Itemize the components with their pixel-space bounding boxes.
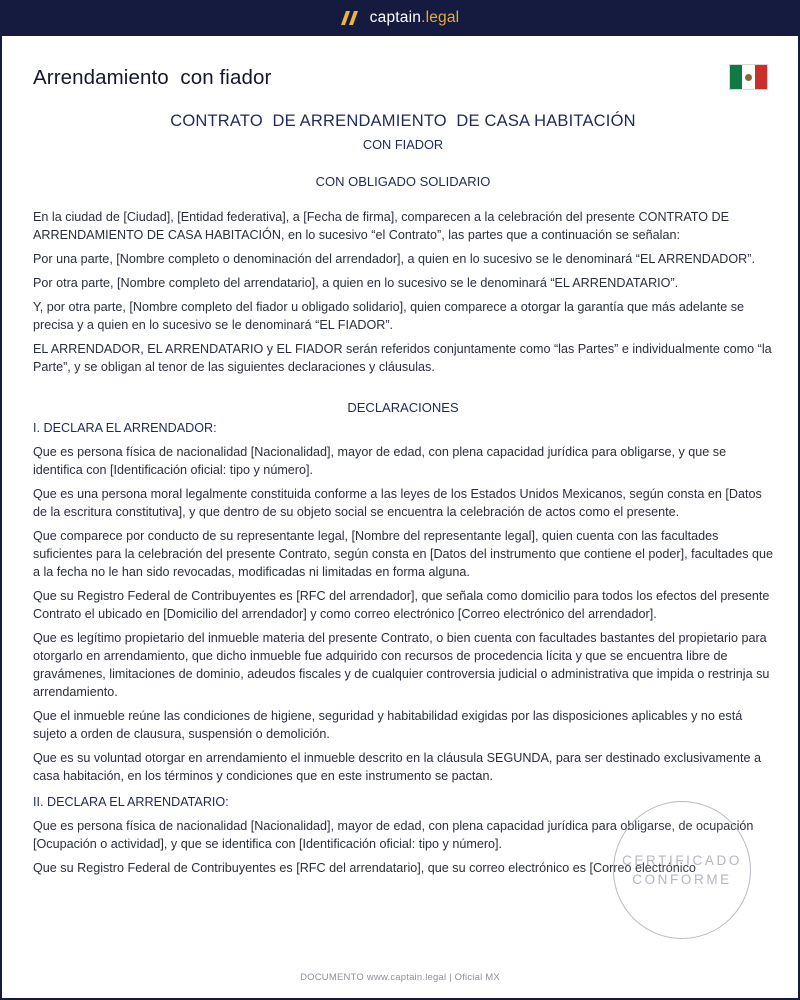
declarations-heading: DECLARACIONES (347, 400, 459, 415)
contract-subtitle-obligado: CON OBLIGADO SOLIDARIO (315, 174, 491, 189)
intro-paragraph: Y, por otra parte, [Nombre completo del fiador u obligado solidario], quien comparece a otorgar la garantía que más adelante se precisa y a quien en lo sucesivo se le denominará “EL FIADOR”. (33, 300, 745, 332)
certified-stamp (613, 801, 751, 939)
intro-paragraph: Por otra parte, [Nombre completo del arrendatario], a quien en lo sucesivo se le denominará “EL ARRENDATARIO”. (33, 276, 679, 290)
intro-paragraph: En la ciudad de [Ciudad], [Entidad federativa], a [Fecha de firma], comparecen a la celebración del presente CONTRATO DE ARRENDAMIENTO DE CASA HABITACIÓN, en lo sucesivo “el Contrato”, las partes que a continuación se señalan: (33, 210, 730, 242)
declaration-paragraph: Que es su voluntad otorgar en arrendamiento el inmueble descrito en la cláusula SEGUNDA, para ser destinado exclusivamente a casa habitación, en los términos y condiciones que en este instrumento se pactan. (33, 751, 762, 783)
contract-title: CONTRATO DE ARRENDAMIENTO DE CASA HABITACIÓN (170, 112, 636, 130)
declaration-paragraph: Que es legítimo propietario del inmueble materia del presente Contrato, o bien cuenta con facultades bastantes del propietario para otorgarlo en arrendamiento, que dicho inmueble fue adquirido con recursos de procedencia lícita y que se encuentra libre de gravámenes, limitaciones de dominio, adeudos fiscales y de cualquier controversia judicial o administrativa que impida o restrinja su arrendamiento. (33, 631, 770, 699)
page-footer: DOCUMENTO www.captain.legal | Oficial MX (300, 972, 500, 983)
declaration-paragraph: Que comparece por conducto de su representante legal, [Nombre del representante legal], quien cuenta con las facultades suficientes para la celebración del presente Contrato, según consta en [Datos del instrumento que contiene el poder], facultades que a la fecha no le han sido revocadas, modificadas ni limitadas en forma alguna. (33, 529, 773, 579)
section-heading-arrendatario: II. DECLARA EL ARRENDATARIO: (33, 795, 229, 809)
double-slash-logo-icon (341, 10, 361, 26)
stamp-line-2: CONFORME (632, 872, 732, 887)
declaration-paragraph: Que es persona física de nacionalidad [Nacionalidad], mayor de edad, con plena capacidad jurídica para obligarse, y que se identifica con [Identificación oficial: tipo y número]. (33, 445, 727, 477)
intro-paragraph: Por una parte, [Nombre completo o denominación del arrendador], a quien en lo sucesivo se le denominará “EL ARRENDADOR”. (33, 252, 755, 266)
brand-name-main: captain (369, 9, 422, 26)
document-page (0, 36, 800, 1000)
section-heading-arrendador: I. DECLARA EL ARRENDADOR: (33, 421, 217, 435)
declaration-paragraph: Que es una persona moral legalmente constituida conforme a las leyes de los Estados Unidos Mexicanos, según consta en [Datos de la escritura constitutiva], y que dentro de su objeto social se encuentra la celebración de actos como el presente. (33, 487, 762, 519)
declaration-paragraph: Que es persona física de nacionalidad [Nacionalidad], mayor de edad, con plena capacidad jurídica para obligarse, de ocupación [Ocupación o actividad], y que se identifica con [Identificación oficial: tipo y número]. (33, 819, 754, 851)
contract-body (33, 110, 773, 877)
brand-logo[interactable] (341, 9, 460, 27)
declaration-paragraph: Que su Registro Federal de Contribuyentes es [RFC del arrendador], que señala como domicilio para todos los efectos del presente Contrato el ubicado en [Domicilio del arrendador] y como correo electrónico [Correo electrónico del arrendador]. (33, 589, 770, 621)
top-bar (0, 0, 800, 36)
mexico-flag-icon (729, 64, 768, 90)
declaration-paragraph: Que su Registro Federal de Contribuyentes es [RFC del arrendatario], que su correo electrónico es [Correo electrónico (33, 861, 696, 875)
contract-subtitle-fiador: CON FIADOR (362, 137, 444, 152)
brand-name-tld: .legal (421, 9, 460, 26)
declaration-paragraph: Que el inmueble reúne las condiciones de higiene, seguridad y habitabilidad exigidas por las disposiciones aplicables y no está sujeto a orden de clausura, suspensión o demolición. (33, 709, 743, 741)
document-title: Arrendamiento con fiador (33, 66, 272, 89)
intro-paragraph: EL ARRENDADOR, EL ARRENDATARIO y EL FIADOR serán referidos conjuntamente como “las Partes” e individualmente como “la Parte”, y se obligan al tenor de las siguientes declaraciones y cláusulas. (33, 342, 772, 374)
brand-name (370, 9, 460, 27)
stamp-line-1: CERTIFICADO (622, 853, 742, 868)
